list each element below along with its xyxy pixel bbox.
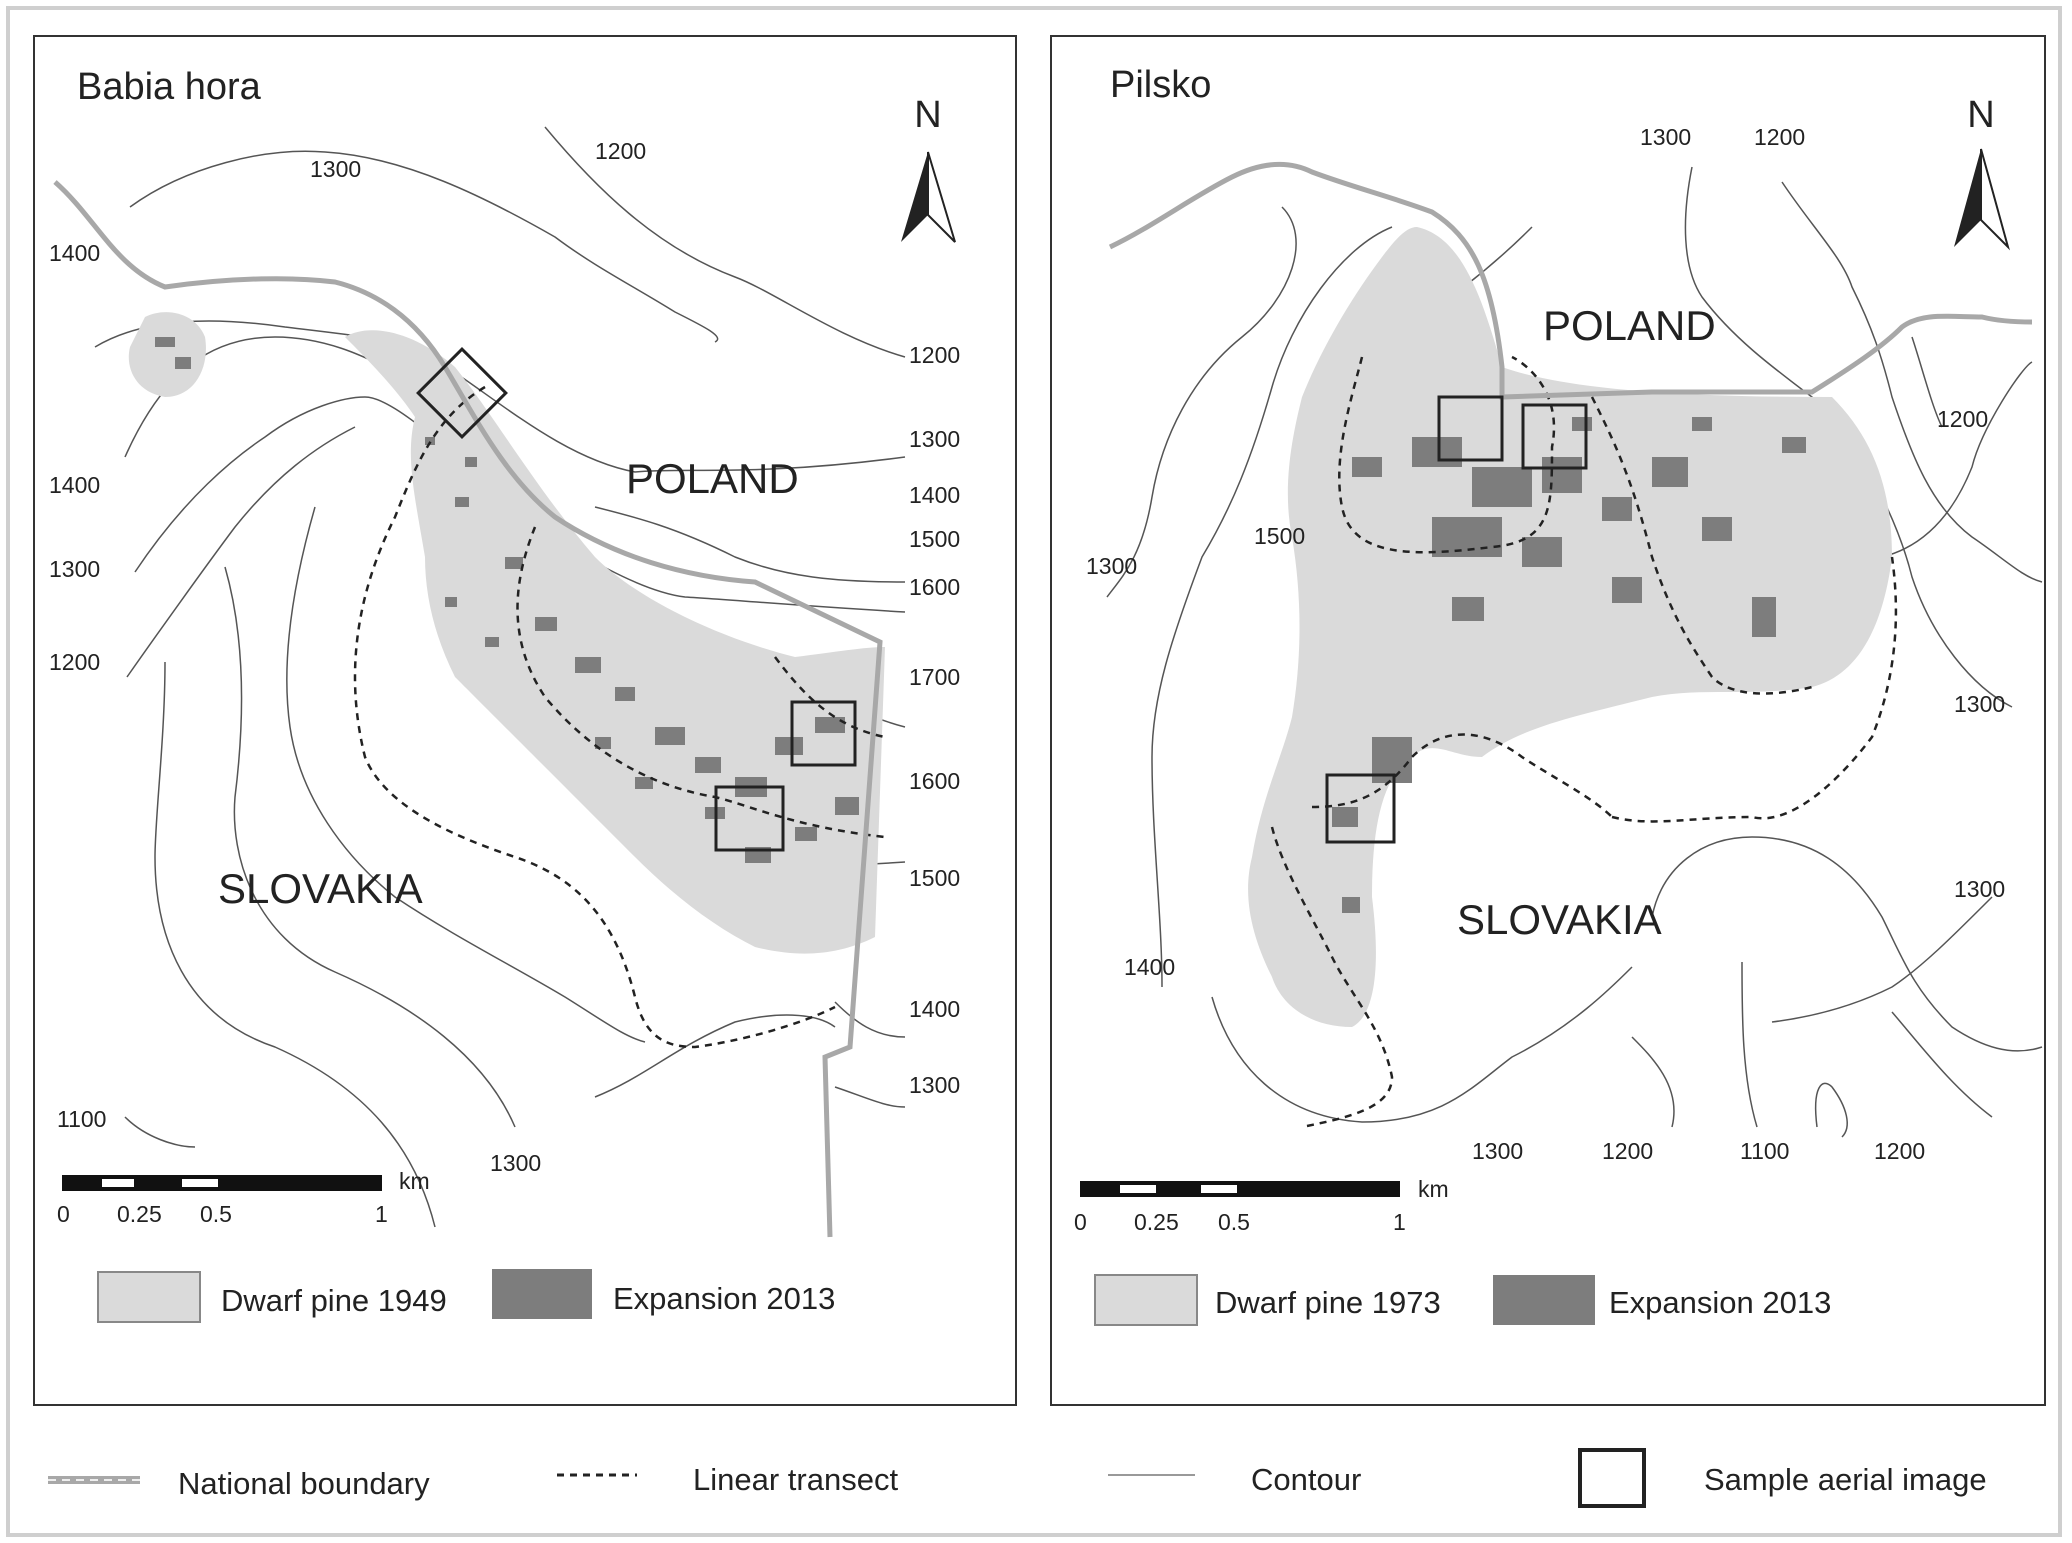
bottom-legend: [0, 1420, 2072, 1540]
north-arrow-fill: [1954, 149, 1981, 247]
contour-label: 1400: [1124, 954, 1176, 980]
legend-label-expansion: Expansion 2013: [613, 1281, 836, 1316]
contour-label: 1400: [49, 240, 101, 266]
contour-label: 1300: [490, 1150, 542, 1176]
legend-label-sample-aerial-image: Sample aerial image: [1704, 1462, 1987, 1497]
legend-label-dwarf-pine: Dwarf pine 1973: [1215, 1285, 1441, 1320]
contour-label: 1300: [909, 1072, 961, 1098]
contour-label: 1300: [49, 556, 101, 582]
contour-label: 1500: [1254, 523, 1306, 549]
contour-line: [595, 1015, 835, 1097]
contour-label: 1300: [1640, 124, 1692, 150]
contour-label: 1300: [1954, 876, 2006, 902]
contour-label: 1200: [49, 649, 101, 675]
contour-line: [835, 1002, 905, 1037]
legend-label-dwarf-pine: Dwarf pine 1949: [221, 1283, 447, 1318]
legend-label-national-boundary: National boundary: [178, 1466, 430, 1501]
map-title: Pilsko: [1110, 64, 1212, 106]
contour-line: [1632, 1037, 1674, 1127]
map-panel-pilsko: [1050, 35, 2046, 1406]
contour-label: 1500: [909, 865, 961, 891]
contour-label: 1500: [909, 526, 961, 552]
panel-legend: [98, 1269, 835, 1322]
dwarf-pine-area: [345, 330, 885, 953]
contour-line: [1892, 1012, 1992, 1117]
contour-label: 1200: [595, 138, 647, 164]
contour-label: 1300: [1472, 1138, 1524, 1164]
country-label-slovakia: SLOVAKIA: [1457, 896, 1662, 943]
scale-tick: 0.25: [117, 1201, 162, 1227]
contour-label: 1300: [909, 426, 961, 452]
scale-unit: km: [1418, 1176, 1449, 1202]
map-canvas-pilsko: [1052, 37, 2048, 1408]
contour-label: 1400: [49, 472, 101, 498]
contour-label: 1200: [1874, 1138, 1926, 1164]
country-label-slovakia: SLOVAKIA: [218, 865, 423, 912]
contour-line: [595, 507, 905, 582]
map-canvas-babia-hora: [35, 37, 1019, 1408]
contour-line: [835, 1087, 905, 1107]
contour-line: [1882, 362, 2032, 557]
contour-label: 1100: [1740, 1138, 1790, 1164]
scale-bar-segment: [182, 1179, 218, 1187]
north-arrow-outline: [1981, 149, 2008, 247]
contour-line: [130, 151, 718, 342]
north-arrow-fill: [901, 152, 928, 242]
legend-label-contour: Contour: [1251, 1462, 1362, 1497]
contour-line: [1212, 967, 1632, 1122]
legend-swatch-expansion: [1493, 1275, 1595, 1325]
contour-label: 1600: [909, 768, 961, 794]
contour-label: 1600: [909, 574, 961, 600]
contour-line: [125, 1117, 195, 1147]
legend-swatch-dwarf-pine: [98, 1272, 200, 1322]
panel-legend: [1095, 1275, 1831, 1325]
country-label-poland: POLAND: [626, 455, 799, 502]
map-panel-babia-hora: [33, 35, 1017, 1406]
contour-line: [155, 662, 435, 1227]
contour-label: 1200: [1602, 1138, 1654, 1164]
north-label: N: [1967, 94, 1995, 136]
scale-bar-segment: [1120, 1185, 1156, 1193]
country-label-poland: POLAND: [1543, 302, 1716, 349]
legend-swatch-expansion: [492, 1269, 592, 1319]
contour-label: 1400: [909, 482, 961, 508]
contour-label: 1400: [909, 996, 961, 1022]
contour-label: 1100: [57, 1106, 107, 1132]
scale-bar-segment: [102, 1179, 134, 1187]
scale-tick: 1: [375, 1201, 388, 1227]
scale-unit: km: [399, 1168, 430, 1194]
contour-label: 1200: [1754, 124, 1806, 150]
scale-tick: 0.25: [1134, 1209, 1179, 1235]
national-boundary: [1110, 164, 2032, 397]
scale-bar-segment: [1201, 1185, 1237, 1193]
scale-tick: 0: [57, 1201, 70, 1227]
scale-tick: 0.5: [1218, 1209, 1250, 1235]
contour-label: 1300: [1954, 691, 2006, 717]
contour-line: [1652, 837, 2042, 1051]
scale-bar: [57, 1168, 430, 1227]
scale-tick: 0: [1074, 1209, 1087, 1235]
map-title: Babia hora: [77, 66, 261, 108]
north-arrow-outline: [928, 152, 955, 242]
legend-swatch-dwarf-pine: [1095, 1275, 1197, 1325]
north-arrow: [901, 94, 955, 242]
scale-tick: 0.5: [200, 1201, 232, 1227]
contour-line: [1816, 1083, 1848, 1137]
contour-label: 1700: [909, 664, 961, 690]
contour-label: 1300: [310, 156, 362, 182]
legend-label-expansion: Expansion 2013: [1609, 1285, 1832, 1320]
legend-label-linear-transect: Linear transect: [693, 1462, 899, 1497]
north-label: N: [914, 94, 942, 136]
contour-line: [1742, 962, 1757, 1127]
contour-label: 1200: [1937, 406, 1989, 432]
legend-symbol-sample-aerial-image: [1580, 1450, 1644, 1506]
dwarf-pine-area: [129, 312, 206, 397]
contour-label: 1200: [909, 342, 961, 368]
scale-tick: 1: [1393, 1209, 1406, 1235]
north-arrow: [1954, 94, 2008, 247]
contour-line: [127, 427, 355, 677]
contour-label: 1300: [1086, 553, 1138, 579]
scale-bar: [1074, 1176, 1449, 1235]
